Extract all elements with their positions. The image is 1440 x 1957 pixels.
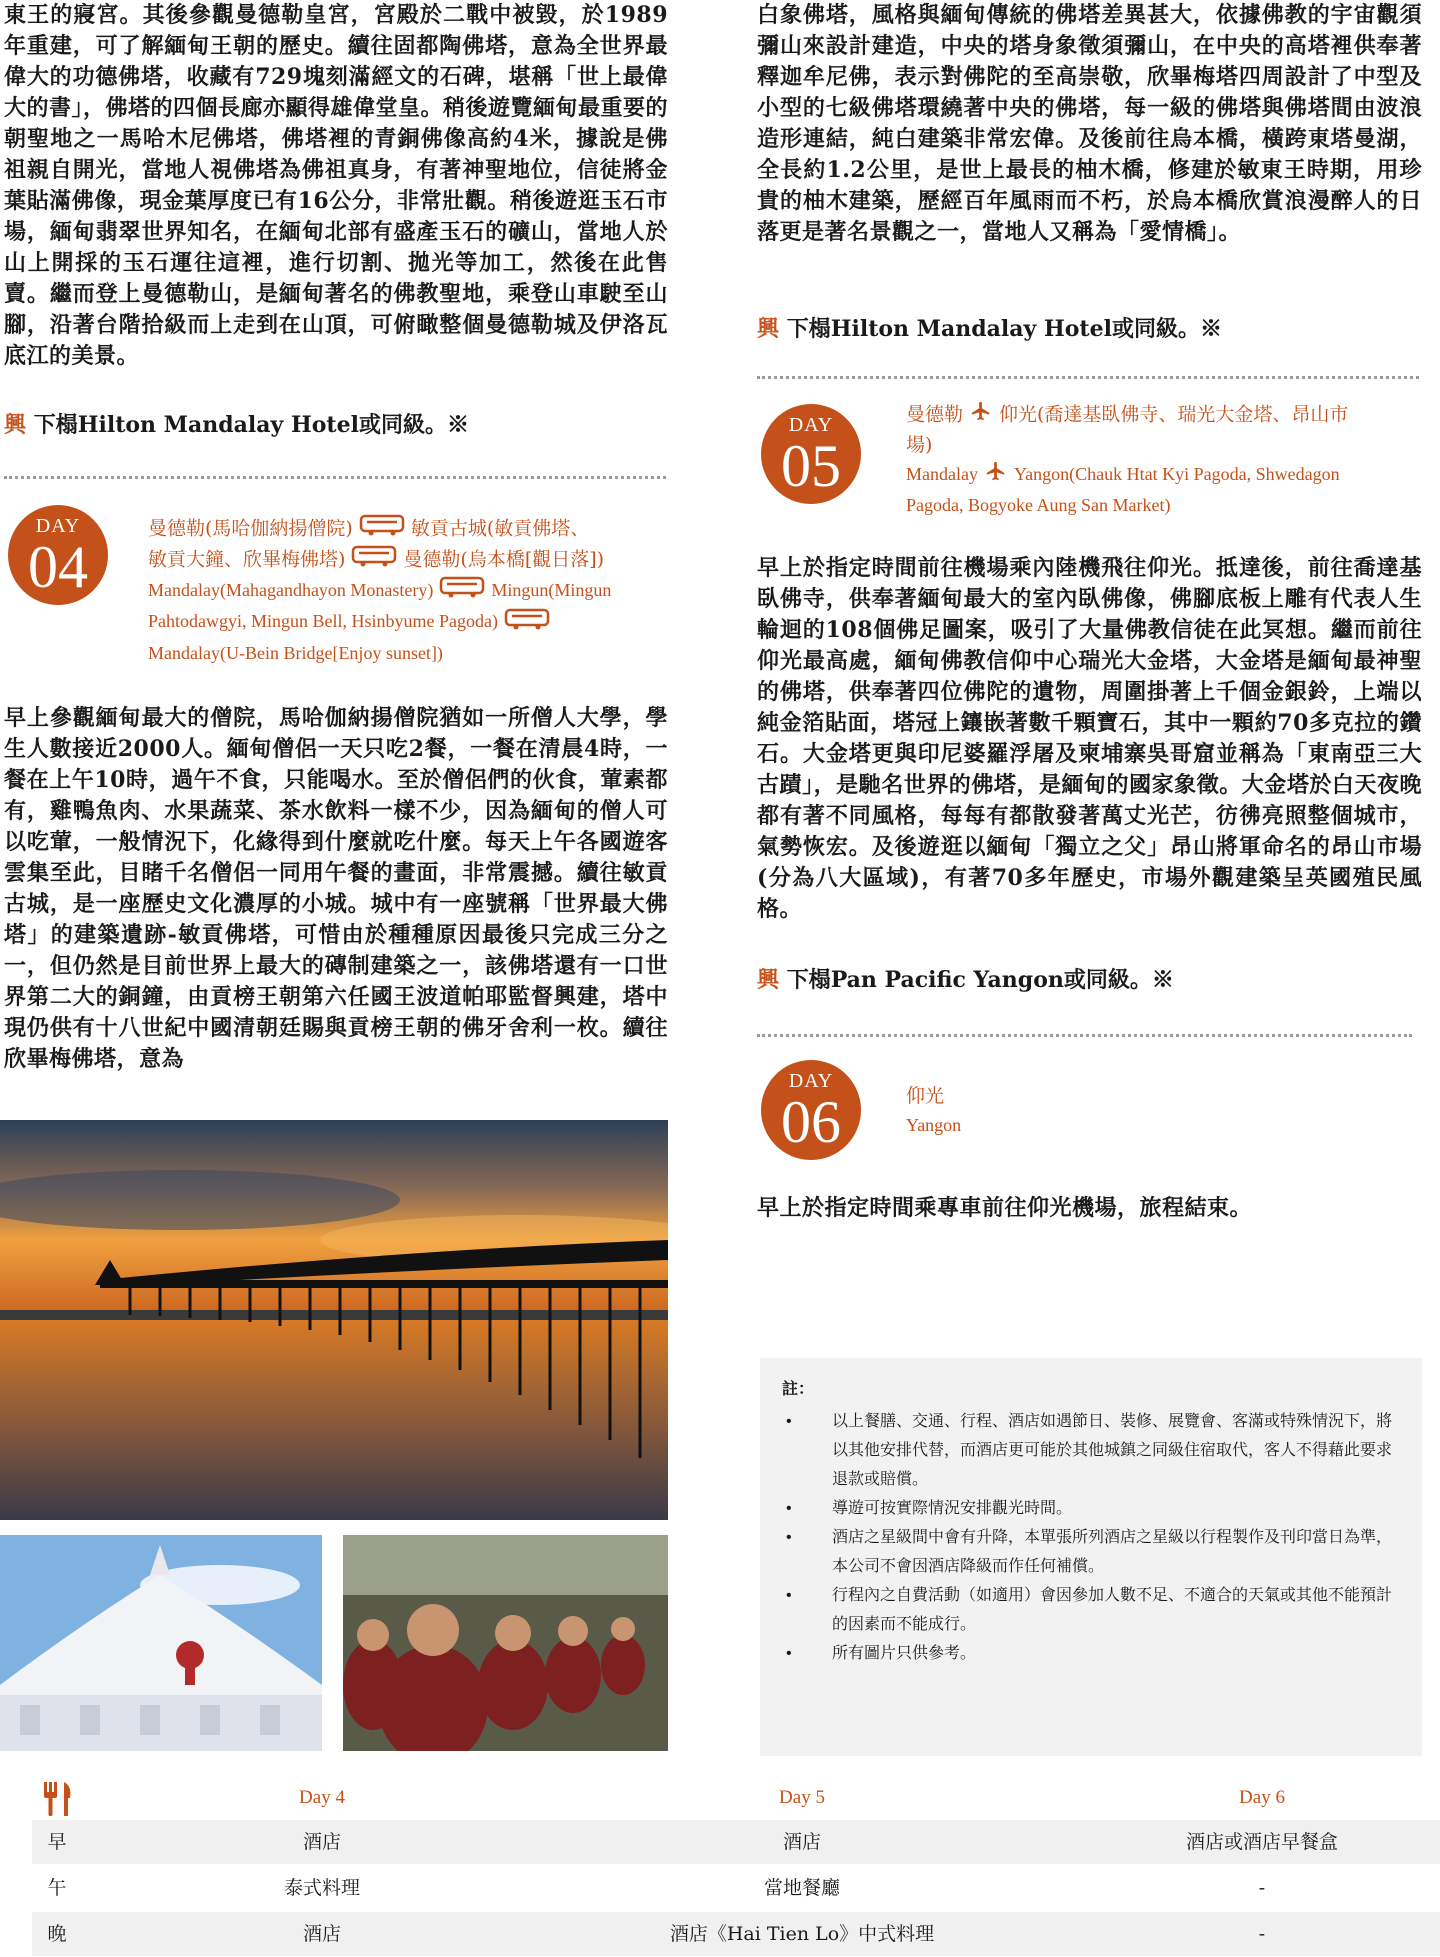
- day4-en-stop2b: Pahtodawgyi, Mingun Bell, Hsinbyume Pagoda): [148, 611, 498, 632]
- note-item: • 以上餐膳、交通、行程、酒店如遇節日、裝修、展覽會、客滿或特殊情況下，將以其他安排代替，而酒店更可能於其他城鎮之同級住宿取代，客人不得藉此要求退款或賠償。: [800, 1407, 1400, 1494]
- note-item: • 酒店之星級間中會有升降，本單張所列酒店之星級以行程製作及刊印當日為準，本公司不會因酒店降級而作任何補償。: [800, 1523, 1400, 1581]
- meal-value: 當地餐廳: [763, 1877, 840, 1899]
- day3-continued-paragraph: 東王的寢宮。其後參觀曼德勒皇宮，宮殿於二戰中被毀，於1989年重建，可了解緬甸王朝的歷史。續往固都陶佛塔，意為全世界最偉大的功德佛塔，收藏有729塊刻滿經文的石碑，堪稱「世上最偉大的書」，佛塔的四個長廊亦顯得雄偉堂皇。稍後遊覽緬甸最重要的朝聖地之一馬哈木尼佛塔，佛塔裡的青銅佛像高約4米，據說是佛祖親自開光，當地人視佛塔為佛祖真身，有著神聖地位，信徒將金葉貼滿佛像，現金葉厚度已有16公分，非常壯觀。稍後遊逛玉石市場，緬甸翡翠世界知名，在緬甸北部有盛產玉石的礦山，當地人於山上開採的玉石運往這裡，進行切割、拋光等加工，然後在此售賣。繼而登上曼德勒山，是緬甸著名的佛教聖地，乘登山車駛至山腳，沿著台階拾級而上走到在山頂，可俯瞰整個曼德勒城及伊洛瓦底江的美景。: [4, 2, 669, 369]
- day3-hotel: [4, 410, 668, 441]
- meal-value: 酒店《Hai Tien Lo》中式料理: [669, 1923, 935, 1945]
- bus-icon: [359, 514, 405, 545]
- note-item: • 行程內之自費活動（如適用）會因參加人數不足、不適合的天氣或其他不能預計的因素而不能成行。: [800, 1581, 1400, 1639]
- meal-value: 酒店: [302, 1923, 341, 1945]
- notes-list: [782, 1407, 1400, 1668]
- meal-value: 酒店或酒店早餐盒: [1185, 1831, 1338, 1853]
- bus-icon: [351, 545, 397, 576]
- day5-badge: [761, 404, 861, 504]
- day6-paragraph: 早上於指定時間乘專車前往仰光機場，旅程結束。: [757, 1195, 1253, 1221]
- bus-icon: [439, 576, 485, 607]
- day6-route: [906, 1082, 1206, 1140]
- day5-badge-number: 05: [781, 433, 841, 499]
- meal-label: 午: [47, 1877, 67, 1899]
- day5-en-from: Mandalay: [906, 464, 978, 484]
- day5-hotel-text: 下榻Pan Pacific Yangon或同級。※: [786, 967, 1174, 993]
- meals-row-breakfast: [32, 1820, 1440, 1864]
- day6-badge-label: DAY: [788, 1070, 834, 1092]
- day4-hotel-text: 下榻Hilton Mandalay Hotel或同級。※: [786, 316, 1222, 342]
- day5-zh-from: 曼德勒: [906, 403, 964, 426]
- meal-value: 酒店: [302, 1831, 341, 1853]
- meals-day5-header: Day 5: [779, 1787, 825, 1808]
- day5-paragraph: 早上於指定時間前往機場乘內陸機飛往仰光。抵達後，前往喬達基臥佛寺，供奉著緬甸最大的室內臥佛像，佛腳底板上雕有代表人生輪迴的108個佛足圖案，吸引了大量佛教信徒在此冥想。繼而前往仰光最高處，緬甸佛教信仰中心瑞光大金塔，大金塔是緬甸最神聖的佛塔，供奉著四位佛陀的遺物，周圍掛著上千個金銀鈴，上端以純金箔貼面，塔冠上鑲嵌著數千顆寶石，其中一顆約70多克拉的鑽石。大金塔更與印尼婆羅浮屠及柬埔寨吳哥窟並稱為「東南亞三大古蹟」，是馳名世界的佛塔，是緬甸的國家象徵。大金塔於白天夜晚都有著不同風格，每每有都散發著萬丈光芒，彷彿亮照整個城市，氣勢恢宏。及後遊逛以緬甸「獨立之父」昂山將軍命名的昂山市場(分為八大區域)，有著70多年歷史，市場外觀建築呈英國殖民風格。: [757, 555, 1422, 922]
- airplane-icon: [984, 460, 1008, 491]
- day4-badge-label: DAY: [35, 515, 81, 537]
- monks-procession-photo: [343, 1535, 668, 1751]
- meal-label: 早: [47, 1831, 67, 1853]
- day4-en-stop1: Mandalay(Mahagandhayon Monastery): [148, 580, 434, 600]
- day5-en-to-cont: Pagoda, Bogyoke Aung San Market): [906, 495, 1171, 516]
- meal-value: -: [1258, 1877, 1266, 1899]
- notes-title: 註：: [782, 1381, 815, 1398]
- hotel-icon: 興: [757, 967, 780, 993]
- day4-zh-stop2: 敏貢古城(敏貢佛塔、: [410, 517, 590, 540]
- day3-hotel-text: 下榻Hilton Mandalay Hotel或同級。※: [33, 412, 469, 438]
- airplane-icon: [969, 400, 993, 431]
- day5-badge-label: DAY: [788, 414, 834, 436]
- meals-day4-header: Day 4: [299, 1787, 345, 1808]
- divider: [757, 1034, 1412, 1037]
- meals-row-dinner: [32, 1912, 1440, 1956]
- bus-icon: [504, 608, 550, 639]
- u-bein-bridge-sunset-photo: [0, 1120, 668, 1520]
- day4-continued-paragraph: 白象佛塔，風格與緬甸傳統的佛塔差異甚大，依據佛教的宇宙觀須彌山來設計建造，中央的塔身象徵須彌山，在中央的高塔裡供奉著釋迦牟尼佛，表示對佛陀的至高崇敬，欣畢梅塔四周設計了中型及小型的七級佛塔環繞著中央的佛塔，每一級的佛塔與佛塔間由波浪造形連結，純白建築非常宏偉。及後前往烏本橋，橫跨東塔曼湖，全長約1.2公里，是世上最長的柚木橋，修建於敏東王時期，用珍貴的柚木建築，歷經百年風雨而不朽，於烏本橋欣賞浪漫醉人的日落更是著名景觀之一，當地人又稱為「愛情橋」。: [757, 2, 1422, 245]
- notes-box: [760, 1358, 1422, 1756]
- day4-zh-stop2b: 敏貢大鐘、欣畢梅佛塔): [148, 548, 346, 571]
- day4-en-stop2: Mingun(Mingun: [491, 580, 612, 600]
- meals-day6-header: Day 6: [1239, 1787, 1285, 1808]
- hotel-icon: 興: [757, 316, 780, 342]
- day5-route: [906, 400, 1426, 520]
- day5-hotel: [757, 965, 1422, 996]
- day4-badge-number: 04: [28, 534, 88, 600]
- cutlery-icon: [40, 1776, 90, 1820]
- day4-zh-stop3: 曼德勒(烏本橋[觀日落]): [403, 548, 605, 571]
- day5-zh-to: 仰光(喬達基臥佛寺、瑞光大金塔、昂山市: [999, 403, 1349, 426]
- meal-value: 泰式料理: [283, 1877, 360, 1899]
- day4-hotel: [757, 314, 1422, 345]
- day4-paragraph: 早上參觀緬甸最大的僧院，馬哈伽納揚僧院猶如一所僧人大學，學生人數接近2000人。緬甸僧侶一天只吃2餐，一餐在清晨4時，一餐在上午10時，過午不食，只能喝水。至於僧侶們的伙食，葷素都有，雞鴨魚肉、水果蔬菜、茶水飲料一樣不少，因為緬甸的僧人可以吃葷，一般情況下，化緣得到什麼就吃什麼。每天上午各國遊客雲集至此，目睹千名僧侶一同用午餐的畫面，非常震撼。續往敏貢古城，是一座歷史文化濃厚的小城。城中有一座號稱「世界最大佛塔」的建築遺跡-敏貢佛塔，可惜由於種種原因最後只完成三分之一，但仍然是目前世界上最大的磚制建築之一，該佛塔還有一口世界第二大的銅鐘，由貢榜王朝第六任國王波道帕耶監督興建，塔中現仍供有十八世紀中國清朝廷賜與貢榜王朝的佛牙舍利一枚。續往欣畢梅佛塔，意為: [4, 705, 668, 1072]
- day4-route: [148, 514, 678, 668]
- meals-header-row: [32, 1776, 1440, 1820]
- day4-en-stop3: Mandalay(U-Bein Bridge[Enjoy sunset]): [148, 642, 443, 663]
- day6-badge: [761, 1060, 861, 1160]
- hotel-icon: 興: [4, 412, 27, 438]
- meal-label: 晚: [47, 1923, 67, 1945]
- day4-zh-stop1: 曼德勒(馬哈伽納揚僧院): [148, 517, 353, 540]
- note-item: • 所有圖片只供參考。: [800, 1639, 1400, 1668]
- day6-en: Yangon: [906, 1115, 962, 1135]
- day4-badge: [8, 505, 108, 605]
- day6-badge-number: 06: [781, 1089, 841, 1155]
- day6-zh: 仰光: [906, 1085, 945, 1107]
- divider: [4, 476, 666, 479]
- day5-zh-to-cont: 場): [906, 434, 933, 456]
- divider: [757, 376, 1419, 379]
- meal-value: -: [1258, 1923, 1266, 1945]
- meal-value: 酒店: [782, 1831, 821, 1853]
- hsinbyume-pagoda-photo: [0, 1535, 322, 1751]
- note-item: • 導遊可按實際情況安排觀光時間。: [800, 1494, 1400, 1523]
- meals-row-lunch: [32, 1866, 1440, 1910]
- day5-en-to: Yangon(Chauk Htat Kyi Pagoda, Shwedagon: [1013, 464, 1340, 484]
